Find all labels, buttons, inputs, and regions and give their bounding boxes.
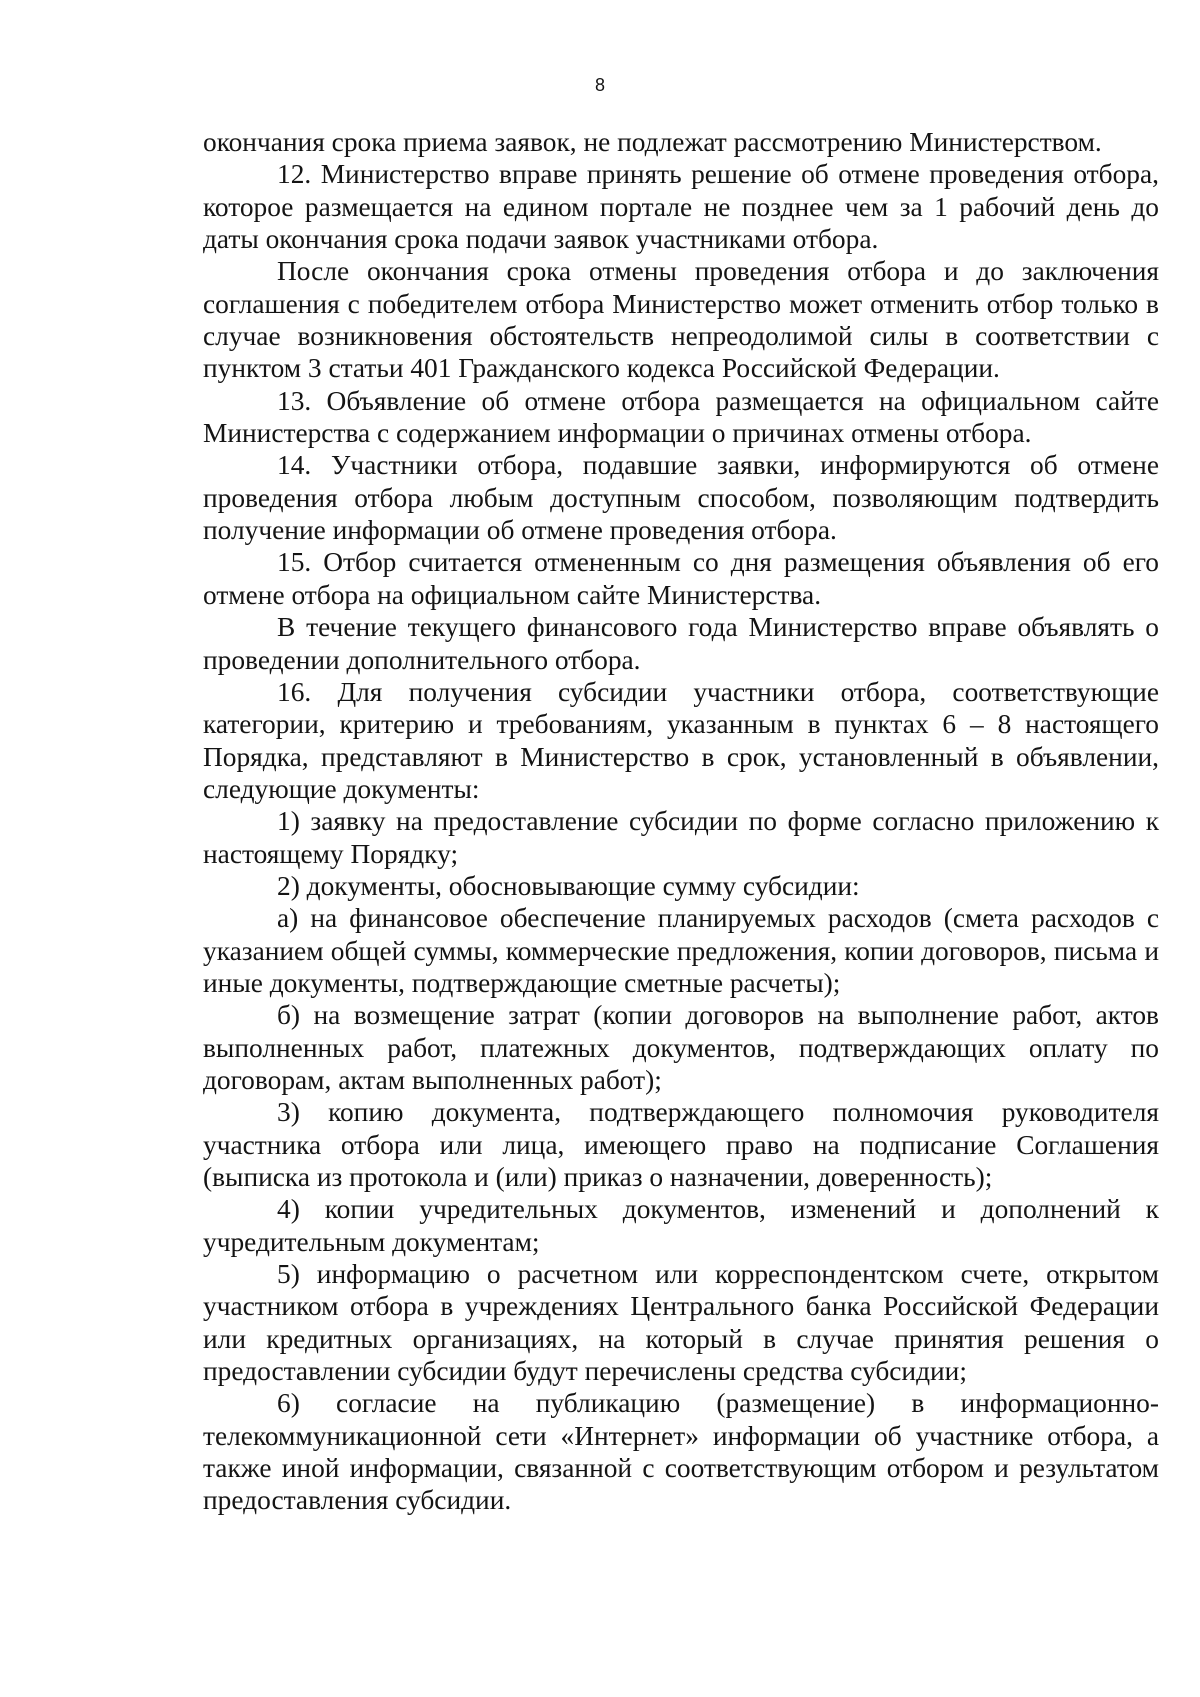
- paragraph-item-12: 12. Министерство вправе принять решение об отмене проведения отбора, которое размещается на едином портале не позднее чем за 1 рабочий день до даты окончания срока подачи заявок участниками отбора.: [203, 159, 1159, 255]
- list-item-1-application: 1) заявку на предоставление субсидии по форме согласно приложению к настоящему Порядку;: [203, 806, 1159, 869]
- page-number: 8: [594, 75, 605, 95]
- paragraph-item-13: 13. Объявление об отмене отбора размещается на официальном сайте Министерства с содержанием информации о причинах отмены отбора.: [203, 385, 1159, 449]
- paragraph-item-16: 16. Для получения субсидии участники отбора, соответствующие категории, критерию и требованиям, указанным в пунктах 6 – 8 настоящего Порядка, представляют в Министерство в срок, установленный в объявлении, следующие документы:: [203, 676, 1159, 804]
- list-item-6-publication-consent: 6) согласие на публикацию (размещение) в информационно-телекоммуникационной сети «Интернет» информации об участнике отбора, а также иной информации, связанной с соответствующим отбором и результатом предоставления субсидии.: [203, 1388, 1159, 1516]
- list-item-4-founding-documents: 4) копии учредительных документов, изменений и дополнений к учредительным документам;: [203, 1194, 1159, 1257]
- paragraph-item-15: 15. Отбор считается отмененным со дня размещения объявления об его отмене отбора на официальном сайте Министерства.: [203, 547, 1159, 610]
- list-item-3-authority-document: 3) копию документа, подтверждающего полномочия руководителя участника отбора или лица, имеющего право на подписание Соглашения (выписка из протокола и (или) приказ о назначении, доверенность);: [203, 1097, 1159, 1192]
- paragraph-item-14: 14. Участники отбора, подавшие заявки, информируются об отмене проведения отбора любым доступным способом, позволяющим подтвердить получение информации об отмене проведения отбора.: [203, 450, 1159, 546]
- paragraph-item-12-cancellation: После окончания срока отмены проведения отбора и до заключения соглашения с победителем отбора Министерство может отменить отбор только в случае возникновения обстоятельств непреодолимой силы в соответствии с пунктом 3 статьи 401 Гражданского кодекса Российской Федерации.: [203, 256, 1159, 384]
- list-item-2-justifying-documents: 2) документы, обосновывающие сумму субсидии:: [277, 870, 860, 901]
- list-item-5-bank-account-info: 5) информацию о расчетном или корреспондентском счете, открытом участником отбора в учреждениях Центрального банка Российской Федерации или кредитных организациях, на который в случае принятия решения о предоставлении субсидии будут перечислены средства субсидии;: [203, 1259, 1159, 1387]
- paragraph-continuation: окончания срока приема заявок, не подлежат рассмотрению Министерством.: [203, 127, 1102, 157]
- list-subitem-a-planned-expenses: а) на финансовое обеспечение планируемых расходов (смета расходов с указанием общей суммы, коммерческие предложения, копии договоров, письма и иные документы, подтверждающие сметные расчеты);: [203, 903, 1159, 998]
- paragraph-item-15-additional-selection: В течение текущего финансового года Министерство вправе объявлять о проведении дополнительного отбора.: [203, 612, 1159, 675]
- list-subitem-b-cost-reimbursement: б) на возмещение затрат (копии договоров на выполнение работ, актов выполненных работ, платежных документов, подтверждающих оплату по договорам, актам выполненных работ);: [203, 1000, 1159, 1095]
- document-body: [203, 126, 1159, 1517]
